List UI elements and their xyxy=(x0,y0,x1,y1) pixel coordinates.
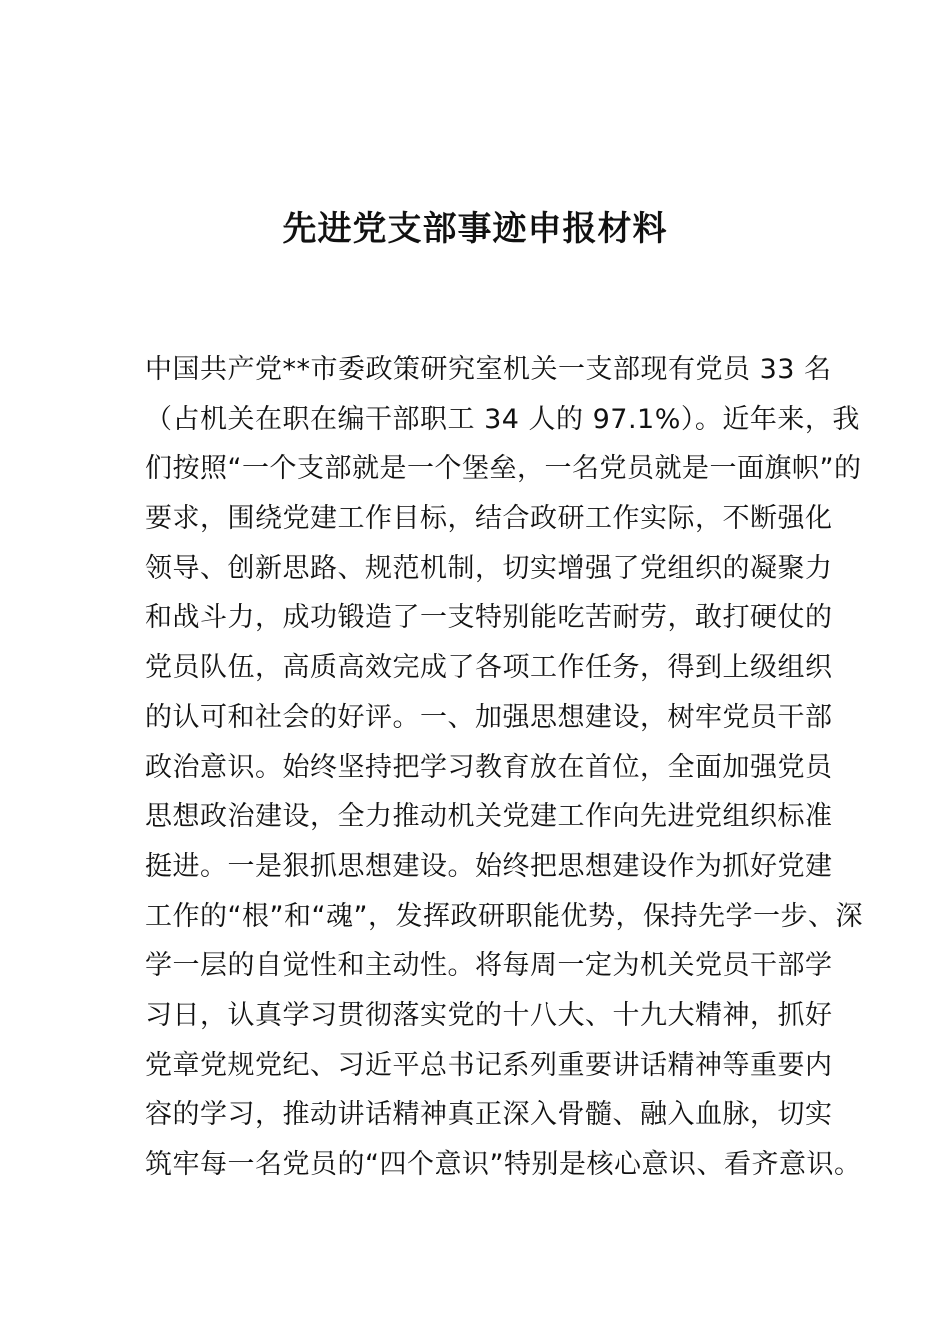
document-title: 先进党支部事迹申报材料 xyxy=(282,209,668,249)
body-line: 党章党规党纪、习近平总书记系列重要讲话精神等重要内 xyxy=(145,1049,833,1081)
body-line: 的认可和社会的好评。一、加强思想建设，树牢党员干部 xyxy=(145,701,833,733)
body-line: 学一层的自觉性和主动性。将每周一定为机关党员干部学 xyxy=(145,950,833,982)
body-line: （占机关在职在编干部职工 34 人的 97.1%）。近年来，我 xyxy=(145,403,860,435)
body-line: 筑牢每一名党员的“四个意识”特别是核心意识、看齐意识。 xyxy=(145,1149,862,1180)
body-line: 党员队伍，高质高效完成了各项工作任务，得到上级组织 xyxy=(145,652,833,684)
body-line: 工作的“根”和“魂”，发挥政研职能优势，保持先学一步、深 xyxy=(145,900,863,932)
body-line: 习日，认真学习贯彻落实党的十八大、十九大精神，抓好 xyxy=(145,999,833,1031)
document-body xyxy=(145,345,863,1190)
body-line: 容的学习，推动讲话精神真正深入骨髓、融入血脉，切实 xyxy=(145,1099,833,1131)
body-line: 挺进。一是狠抓思想建设。始终把思想建设作为抓好党建 xyxy=(145,850,833,882)
body-line: 和战斗力，成功锻造了一支特别能吃苦耐劳，敢打硬仗的 xyxy=(145,602,833,634)
body-line: 政治意识。始终坚持把学习教育放在首位，全面加强党员 xyxy=(145,751,833,783)
body-line: 中国共产党**市委政策研究室机关一支部现有党员 33 名 xyxy=(145,354,832,385)
body-line: 们按照“一个支部就是一个堡垒，一名党员就是一面旗帜”的 xyxy=(145,453,862,485)
body-line: 领导、创新思路、规范机制，切实增强了党组织的凝聚力 xyxy=(145,552,833,584)
body-line: 思想政治建设，全力推动机关党建工作向先进党组织标准 xyxy=(145,801,833,833)
body-line: 要求，围绕党建工作目标，结合政研工作实际，不断强化 xyxy=(145,503,833,535)
